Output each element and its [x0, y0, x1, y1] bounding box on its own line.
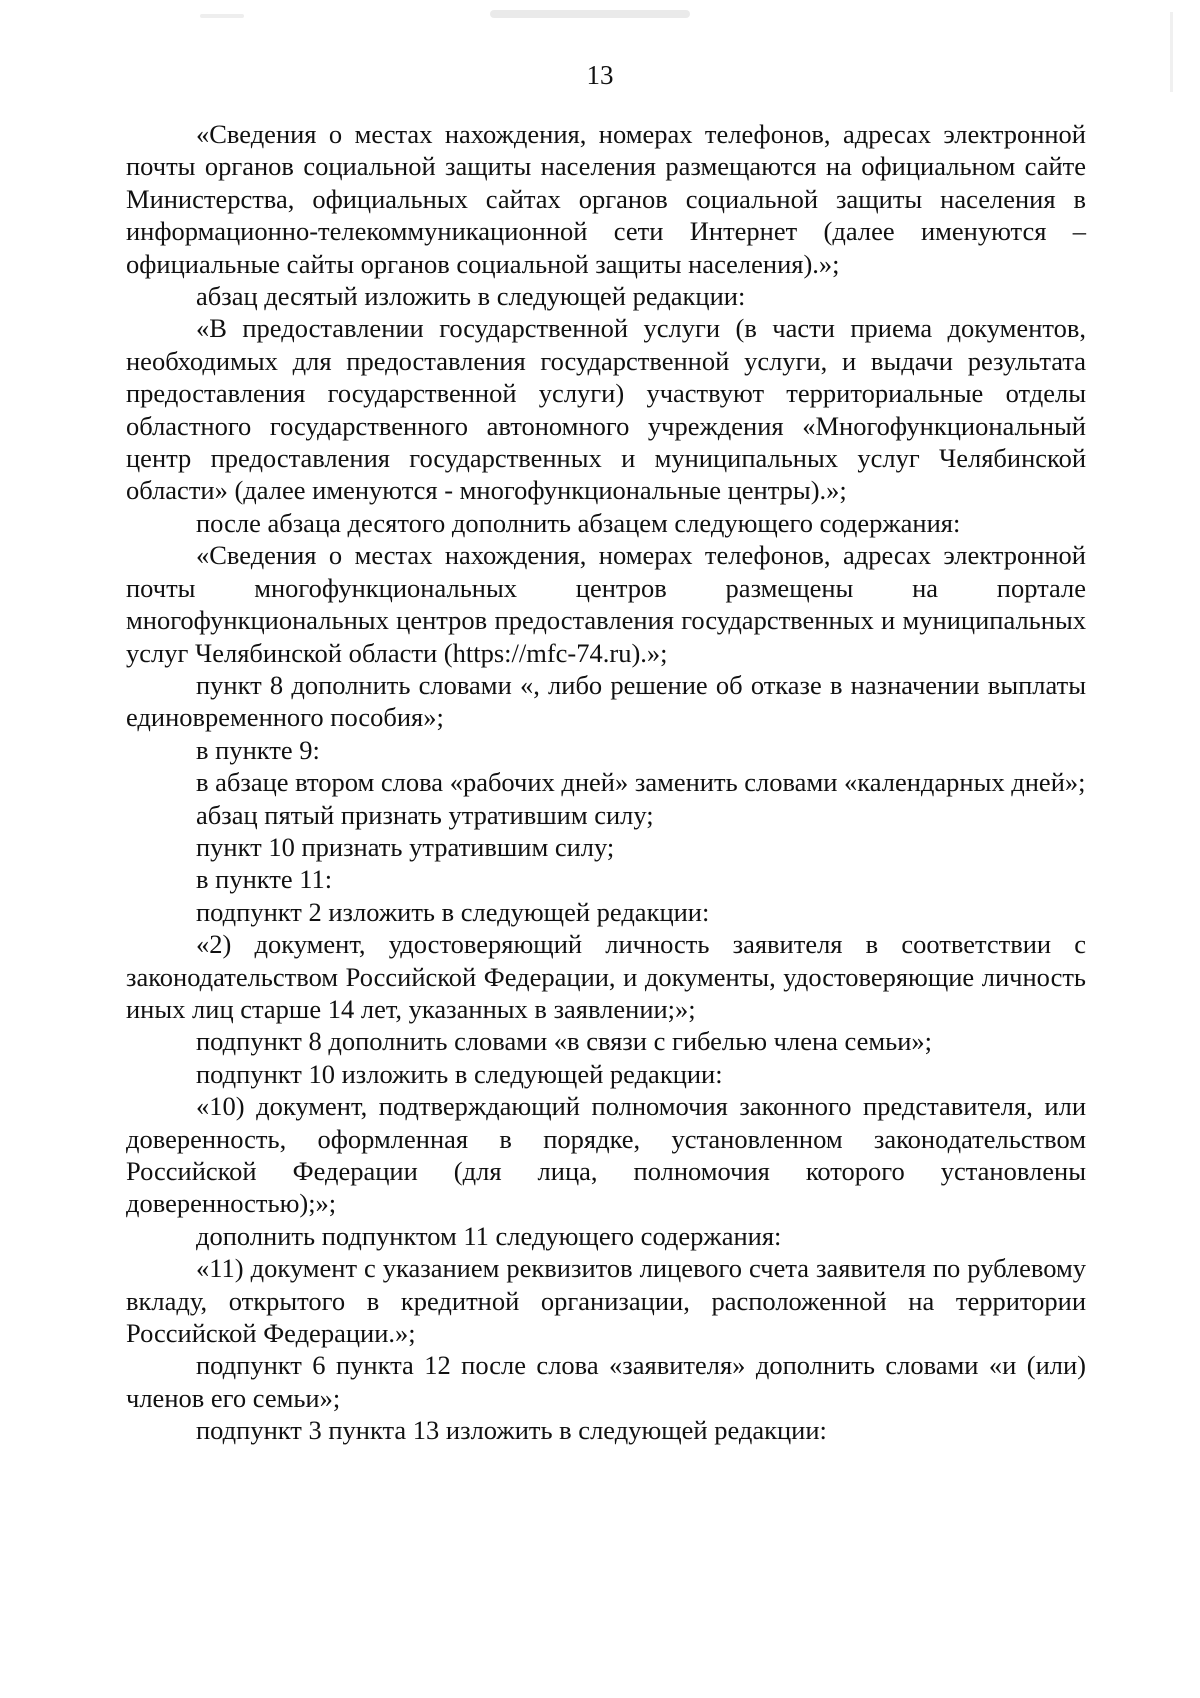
document-body: [126, 118, 1086, 1447]
scan-artifact: [200, 14, 244, 18]
scan-artifact: [490, 10, 690, 18]
paragraph: абзац десятый изложить в следующей редакции:: [196, 281, 746, 312]
paragraph: «10) документ, подтверждающий полномочия законного представителя, или доверенность, оформленная в порядке, установленном законодательством Российской Федерации (для лица, полномочия которого установлены доверенностью);»;: [126, 1091, 1086, 1219]
paragraph: в пункте 9:: [196, 734, 320, 765]
paragraph: в абзаце втором слова «рабочих дней» заменить словами «календарных дней»;: [196, 767, 1086, 798]
paragraph: «Сведения о местах нахождения, номерах телефонов, адресах электронной почты многофункциональных центров размещены на портале многофункциональных центров предоставления государственных и муниципальных услуг Челябинской области (https://mfc-74.ru).»;: [126, 540, 1086, 668]
paragraph: подпункт 8 дополнить словами «в связи с гибелью члена семьи»;: [196, 1026, 933, 1057]
paragraph: в пункте 11:: [196, 864, 333, 895]
paragraph: после абзаца десятого дополнить абзацем следующего содержания:: [196, 507, 961, 538]
paragraph: дополнить подпунктом 11 следующего содержания:: [196, 1220, 782, 1251]
page-number: 13: [586, 60, 614, 90]
paragraph: «В предоставлении государственной услуги (в части приема документов, необходимых для предоставления государственной услуги, и выдачи результата предоставления государственной услуги) участвуют территориальные отделы областного государственного автономного учреждения «Многофункциональный центр предоставления государственных и муниципальных услуг Челябинской области» (далее именуются - многофункциональные центры).»;: [126, 313, 1086, 506]
paragraph: подпункт 6 пункта 12 после слова «заявителя» дополнить словами «и (или) членов его семьи»;: [126, 1350, 1086, 1413]
paragraph: подпункт 10 изложить в следующей редакции:: [196, 1058, 723, 1089]
paragraph: пункт 10 признать утратившим силу;: [196, 831, 615, 862]
paragraph: «2) документ, удостоверяющий личность заявителя в соответствии с законодательством Российской Федерации, и документы, удостоверяющие личность иных лиц старше 14 лет, указанных в заявлении;»;: [126, 929, 1086, 1024]
paragraph: «Сведения о местах нахождения, номерах телефонов, адресах электронной почты органов социальной защиты населения размещаются на официальном сайте Министерства, официальных сайтах органов социальной защиты населения в информационно-телекоммуникационной сети Интернет (далее именуются – официальные сайты органов социальной защиты населения).»;: [126, 119, 1086, 279]
paragraph: подпункт 3 пункта 13 изложить в следующей редакции:: [196, 1415, 827, 1446]
paragraph: подпункт 2 изложить в следующей редакции:: [196, 896, 710, 927]
paragraph: пункт 8 дополнить словами «, либо решение об отказе в назначении выплаты единовременного пособия»;: [126, 669, 1086, 733]
paragraph: «11) документ с указанием реквизитов лицевого счета заявителя по рублевому вкладу, открытого в кредитной организации, расположенной на территории Российской Федерации.»;: [126, 1253, 1086, 1349]
paragraph: абзац пятый признать утратившим силу;: [196, 799, 654, 830]
